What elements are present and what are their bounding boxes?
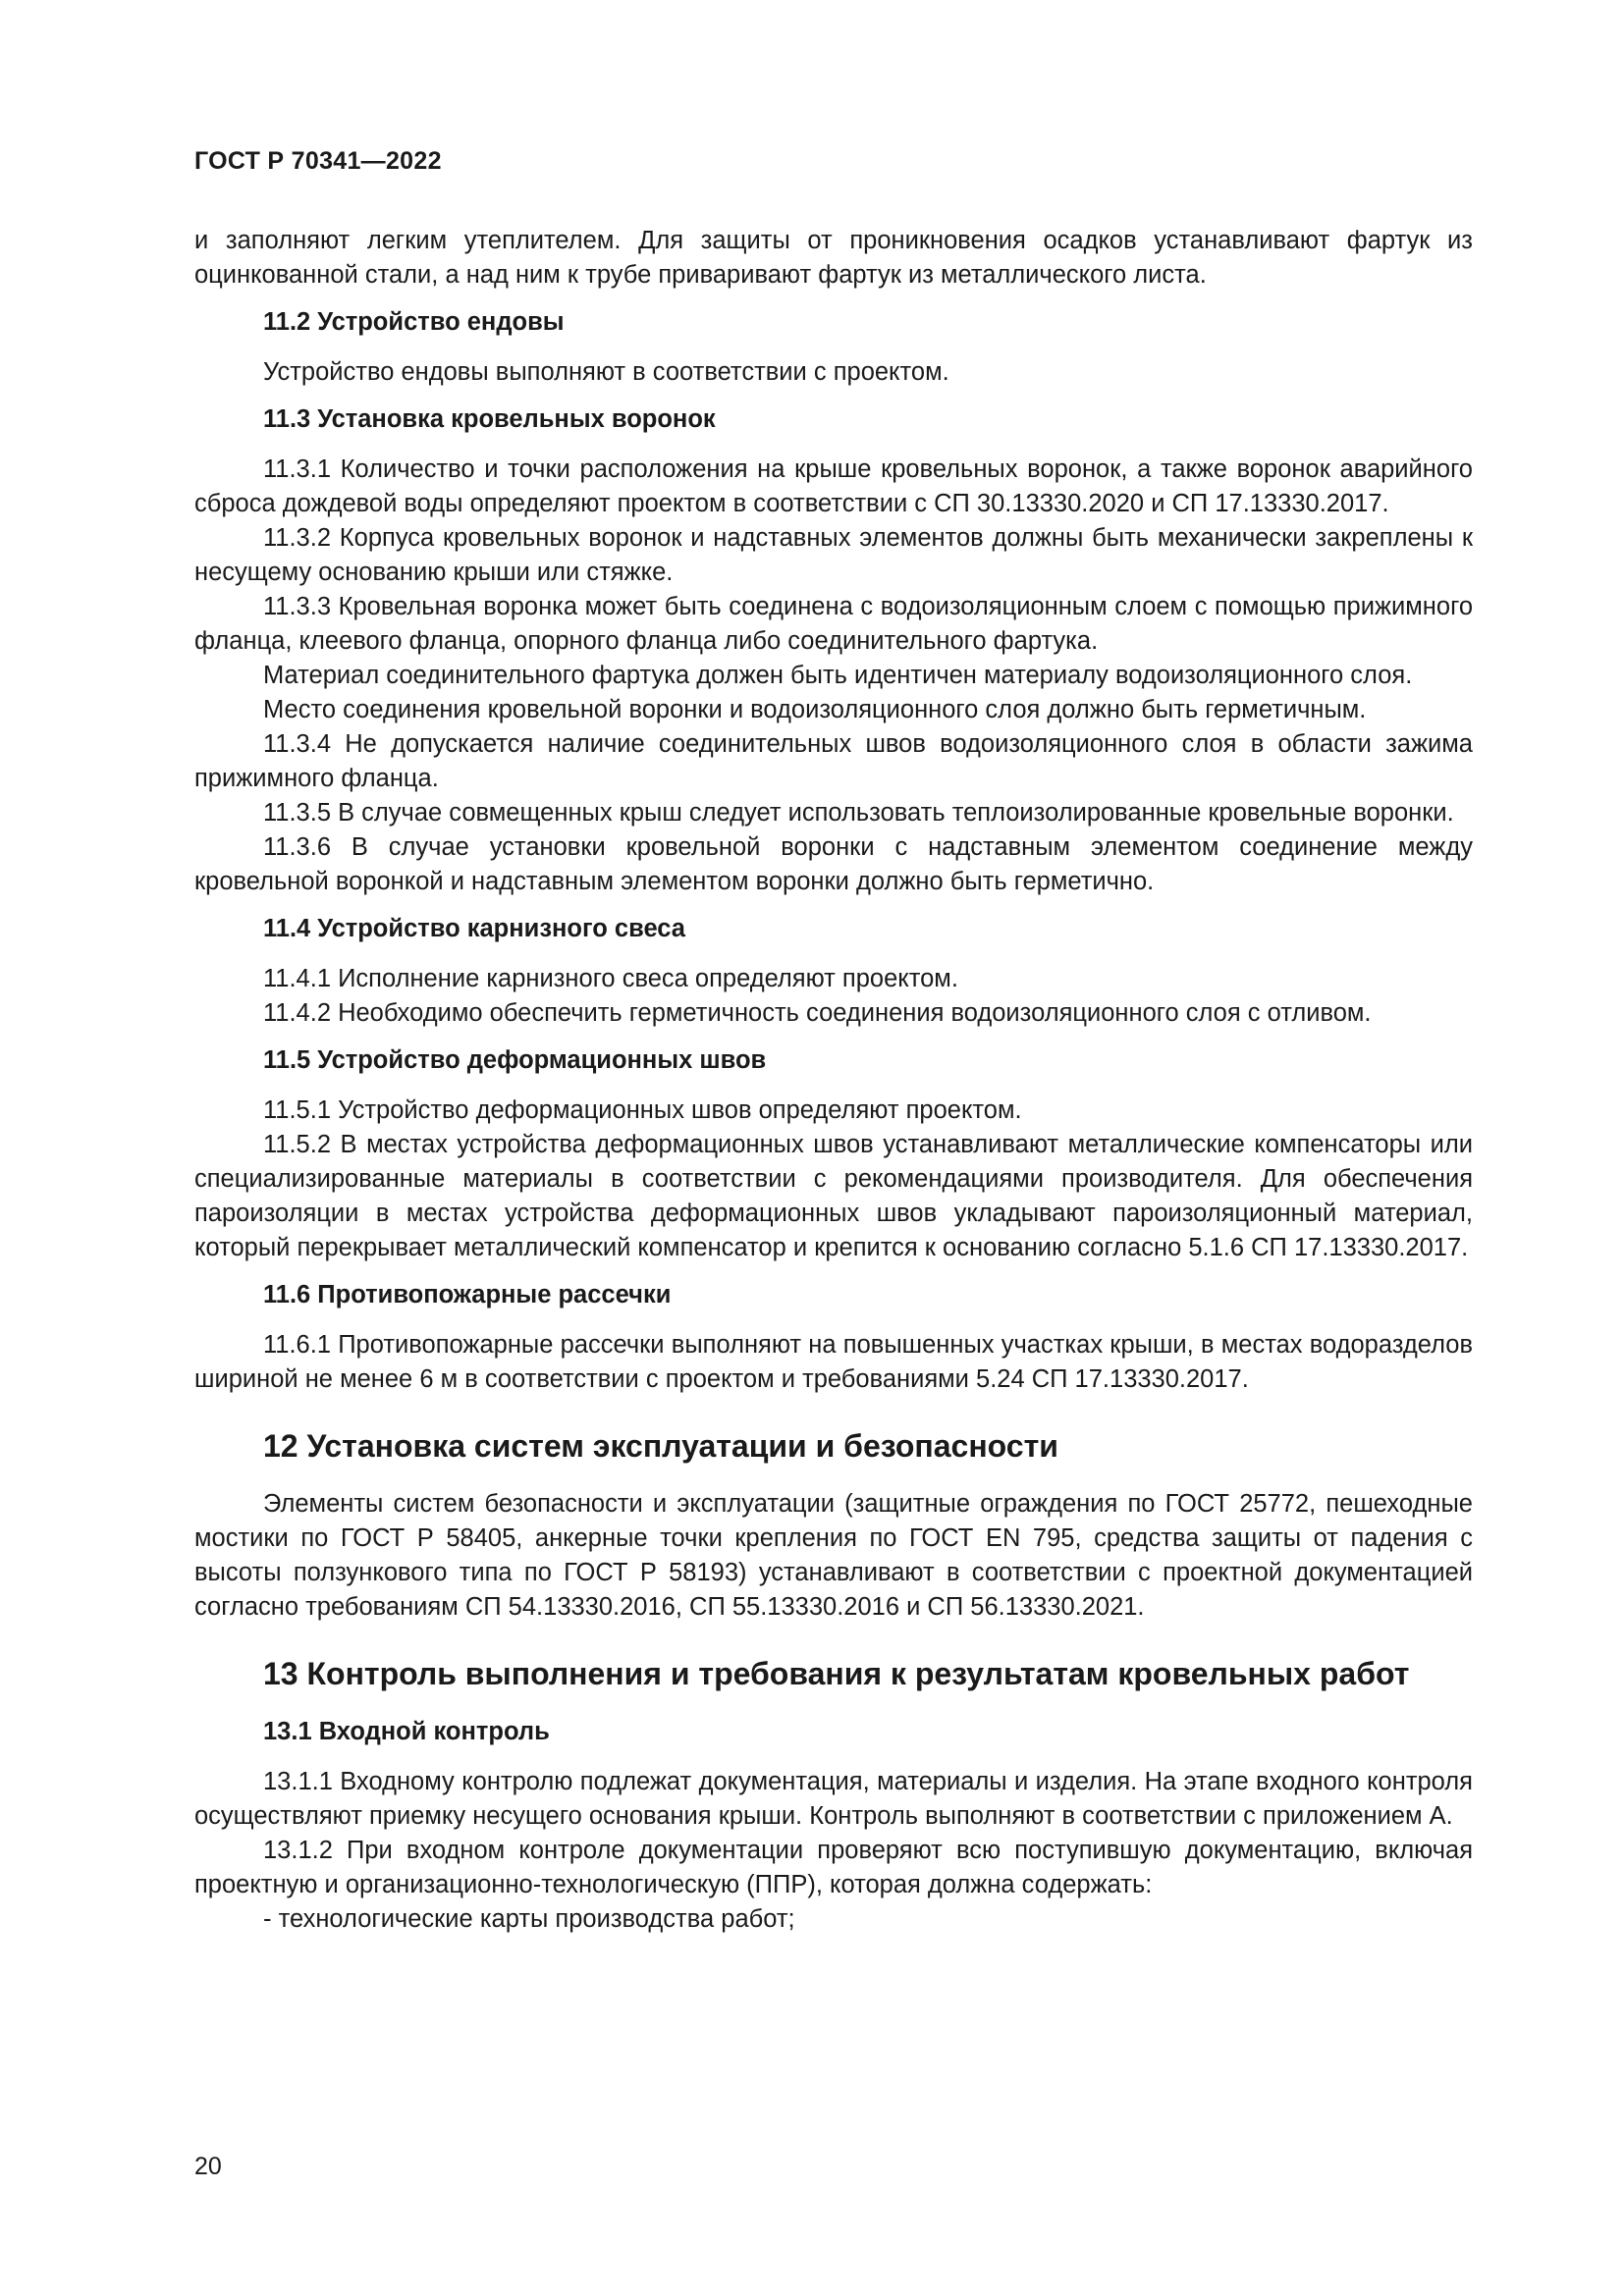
section-11-2-title: 11.2 Устройство ендовы: [263, 308, 565, 336]
paragraph-intro: и заполняют легким утеплителем. Для защиты от проникновения осадков устанавливают фартук из оцинкованной стали, а над ним к трубе приваривают фартук из металлического листа.: [194, 227, 1473, 289]
section-12-title: 12 Установка систем эксплуатации и безопасности: [263, 1428, 1058, 1464]
paragraph-11-3-3b: Место соединения кровельной воронки и водоизоляционного слоя должно быть герметичным.: [263, 696, 1367, 723]
paragraph-11-3-2: 11.3.2 Корпуса кровельных воронок и надставных элементов должны быть механически закреплены к несущему основанию крыши или стяжке.: [194, 524, 1473, 586]
paragraph-11-4-2: 11.4.2 Необходимо обеспечить герметичность соединения водоизоляционного слоя с отливом.: [263, 999, 1372, 1027]
paragraph-11-5-1: 11.5.1 Устройство деформационных швов определяют проектом.: [263, 1096, 1022, 1124]
paragraph-11-3-4: 11.3.4 Не допускается наличие соединительных швов водоизоляционного слоя в области зажима прижимного фланца.: [194, 730, 1473, 792]
paragraph-13-1-1: 13.1.1 Входному контролю подлежат документация, материалы и изделия. На этапе входного контроля осуществляют приемку несущего основания крыши. Контроль выполняют в соответствии с приложением А.: [194, 1768, 1473, 1830]
section-11-5-title: 11.5 Устройство деформационных швов: [263, 1046, 767, 1074]
paragraph-11-4-1: 11.4.1 Исполнение карнизного свеса определяют проектом.: [263, 965, 958, 992]
paragraph-11-3-6: 11.3.6 В случае установки кровельной воронки с надставным элементом соединение между кровельной воронкой и надставным элементом воронки должно быть герметично.: [194, 833, 1473, 895]
paragraph-11-5-2: 11.5.2 В местах устройства деформационных швов устанавливают металлические компенсаторы или специализированные материалы в соответствии с рекомендациями производителя. Для обеспечения пароизоляции в местах устройства деформационных швов укладывают пароизоляционный материал, который перекрывает металлический компенсатор и крепится к основанию согласно 5.1.6 СП 17.13330.2017.: [194, 1131, 1473, 1261]
paragraph-11-3-5: 11.3.5 В случае совмещенных крыш следует использовать теплоизолированные кровельные воронки.: [263, 799, 1454, 827]
section-13-1-title: 13.1 Входной контроль: [263, 1718, 550, 1745]
list-item-tech-cards: - технологические карты производства работ;: [263, 1905, 795, 1933]
paragraph-11-2: Устройство ендовы выполняют в соответствии с проектом.: [263, 358, 949, 386]
paragraph-13-1-2: 13.1.2 При входном контроле документации проверяют всю поступившую документацию, включая проектную и организационно-технологическую (ППР), которая должна содержать:: [194, 1837, 1473, 1898]
document-header: ГОСТ Р 70341—2022: [194, 147, 442, 175]
paragraph-11-3-3a: Материал соединительного фартука должен быть идентичен материалу водоизоляционного слоя.: [263, 662, 1413, 689]
section-13-title: 13 Контроль выполнения и требования к результатам кровельных работ: [263, 1656, 1410, 1691]
paragraph-11-6-1: 11.6.1 Противопожарные рассечки выполняют на повышенных участках крыши, в местах водоразделов шириной не менее 6 м в соответствии с проектом и требованиями 5.24 СП 17.13330.2017.: [194, 1331, 1473, 1393]
page-number: 20: [194, 2153, 222, 2180]
paragraph-11-3-1: 11.3.1 Количество и точки расположения на крыше кровельных воронок, а также воронок аварийного сброса дождевой воды определяют проектом в соответствии с СП 30.13330.2020 и СП 17.13330.2017.: [194, 455, 1473, 517]
section-11-3-title: 11.3 Установка кровельных воронок: [263, 405, 716, 433]
document-body: [194, 224, 1473, 1937]
section-11-4-title: 11.4 Устройство карнизного свеса: [263, 915, 685, 942]
section-11-6-title: 11.6 Противопожарные рассечки: [263, 1281, 672, 1308]
paragraph-11-3-3: 11.3.3 Кровельная воронка может быть соединена с водоизоляционным слоем с помощью прижимного фланца, клеевого фланца, опорного фланца либо соединительного фартука.: [194, 593, 1473, 655]
paragraph-12: Элементы систем безопасности и эксплуатации (защитные ограждения по ГОСТ 25772, пешеходные мостики по ГОСТ Р 58405, анкерные точки крепления по ГОСТ EN 795, средства защиты от падения с высоты ползункового типа по ГОСТ Р 58193) устанавливают в соответствии с проектной документацией согласно требованиям СП 54.13330.2016, СП 55.13330.2016 и СП 56.13330.2021.: [194, 1490, 1473, 1621]
